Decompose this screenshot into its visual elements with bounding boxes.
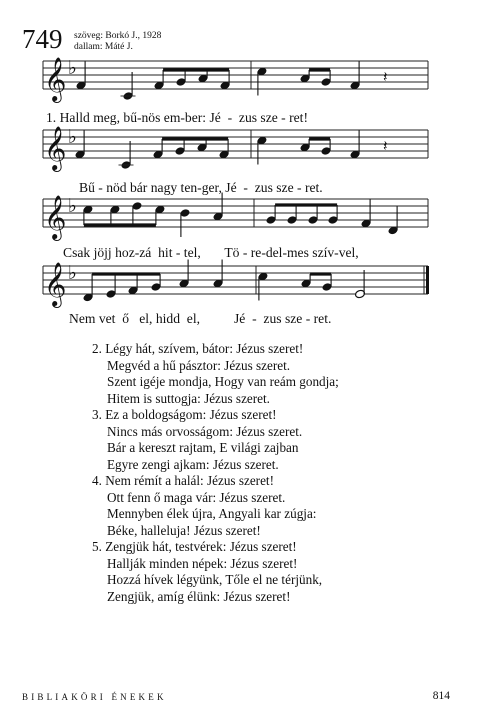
verse-line: 4. Nem rémít a halál: Jézus szeret! bbox=[92, 473, 274, 488]
book-title: BIBLIAKÖRI ÉNEKEK bbox=[22, 692, 167, 702]
music-credit: dallam: Máté J. bbox=[74, 42, 133, 52]
lyric-line-2: Bű - nöd bár nagy ten-ger, Jé - zus sze - ret. bbox=[79, 180, 323, 195]
verses bbox=[92, 341, 339, 605]
hymn-number: 749 bbox=[22, 24, 63, 54]
verse-line: 5. Zengjük hát, testvérek: Jézus szeret! bbox=[92, 539, 297, 554]
page-number: 814 bbox=[432, 690, 450, 702]
lyric-line-4: Nem vet ő el, hidd el, Jé - zus sze - ret. bbox=[69, 311, 332, 326]
verse-line: Hallják minden népek: Jézus szeret! bbox=[107, 555, 298, 571]
verse-line: 2. Légy hát, szívem, bátor: Jézus szeret! bbox=[92, 341, 304, 356]
verse-4 bbox=[92, 473, 339, 539]
treble-clef-icon: 𝄞 bbox=[44, 126, 67, 170]
verse-line: 3. Ez a boldogságom: Jézus szeret! bbox=[92, 407, 277, 422]
music-score bbox=[0, 0, 488, 340]
text-credit: szöveg: Borkó J., 1928 bbox=[74, 31, 162, 41]
flat-icon: ♭ bbox=[68, 195, 77, 217]
flat-icon: ♭ bbox=[68, 126, 77, 148]
verse-line: Egyre zengi ajkam: Jézus szeret. bbox=[107, 456, 279, 472]
treble-clef-icon: 𝄞 bbox=[44, 195, 67, 239]
verse-5 bbox=[92, 539, 339, 605]
quarter-rest-icon: 𝄽 bbox=[383, 68, 388, 86]
verse-line: Ott fenn ő maga vár: Jézus szeret. bbox=[107, 489, 286, 505]
verse-line: Zengjük, amíg élünk: Jézus szeret! bbox=[107, 588, 291, 604]
lyric-line-3: Csak jöjj hoz-zá hit - tel, Tö - re-del-mes szív-vel, bbox=[63, 245, 359, 260]
verse-line: Béke, halleluja! Jézus szeret! bbox=[107, 522, 261, 538]
quarter-rest-icon: 𝄽 bbox=[383, 137, 388, 155]
lyric-line-1: 1. Halld meg, bű-nös em-ber: Jé - zus sze - ret! bbox=[46, 110, 308, 125]
verse-line: Hozzá hívek légyünk, Tőle el ne térjünk, bbox=[107, 572, 323, 587]
verse-line: Mennyben élek újra, Angyali kar zúgja: bbox=[107, 506, 317, 521]
verse-2 bbox=[92, 341, 339, 407]
verse-line: Bár a kereszt rajtam, E világi zajban bbox=[107, 440, 299, 455]
final-bar-thick bbox=[426, 266, 429, 294]
flat-icon: ♭ bbox=[68, 262, 77, 284]
verse-line: Nincs más orvosságom: Jézus szeret. bbox=[107, 423, 303, 439]
verse-line: Megvéd a hű pásztor: Jézus szeret. bbox=[107, 357, 291, 373]
flat-icon: ♭ bbox=[68, 57, 77, 79]
treble-clef-icon: 𝄞 bbox=[44, 262, 67, 306]
verse-3 bbox=[92, 407, 339, 473]
verse-line: Hitem is suttogja: Jézus szeret. bbox=[107, 390, 270, 406]
verse-line: Szent igéje mondja, Hogy van reám gondja; bbox=[107, 374, 339, 389]
treble-clef-icon: 𝄞 bbox=[44, 57, 67, 101]
